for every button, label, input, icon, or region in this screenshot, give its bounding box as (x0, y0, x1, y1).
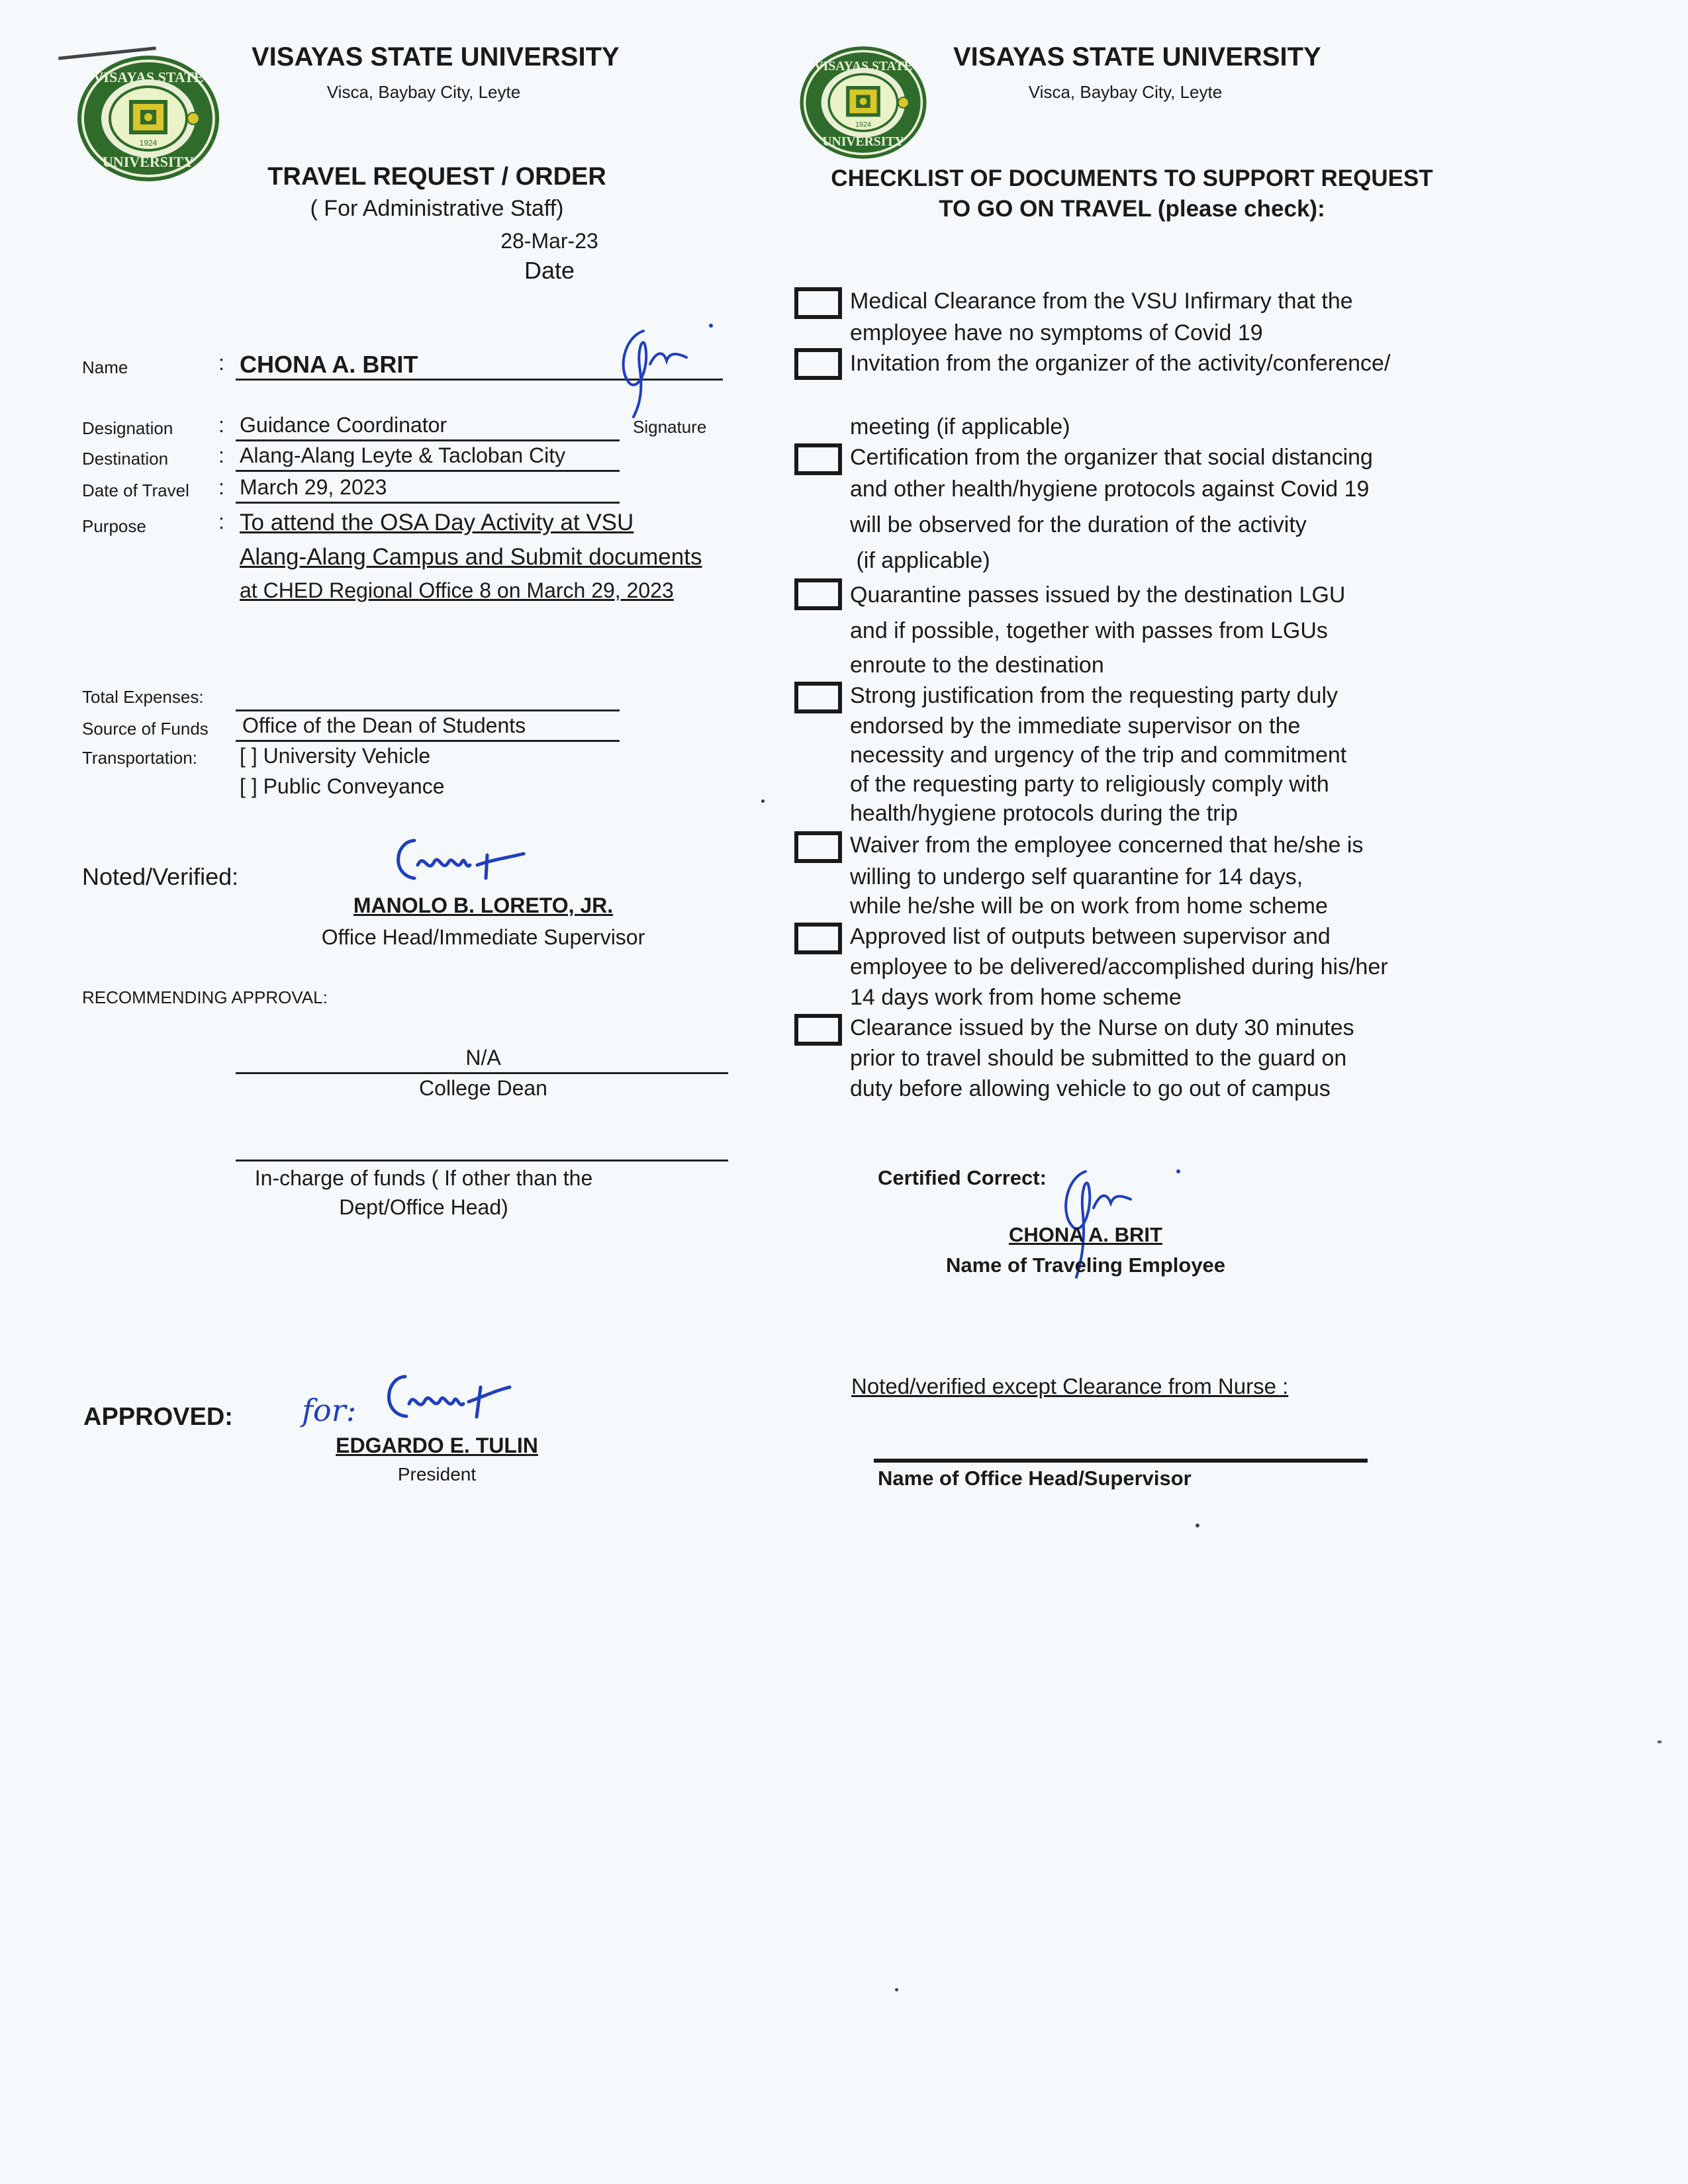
checkbox-nurse-clearance[interactable] (794, 1014, 842, 1046)
left-university-address: Visca, Baybay City, Leyte (326, 82, 521, 102)
purpose-line-2: Alang-Alang Campus and Submit documents (240, 544, 702, 570)
checkbox-approved-outputs[interactable] (794, 923, 842, 954)
checklist-item-1-line-2: employee have no symptoms of Covid 19 (850, 320, 1263, 345)
certified-correct-label: Certified Correct: (878, 1166, 1047, 1189)
approved-signature-mark (377, 1367, 523, 1433)
checklist-item-5-line-1: Strong justification from the requesting party duly (850, 683, 1338, 708)
noted-name: MANOLO B. LORETO, JR. (353, 893, 614, 917)
date-of-travel-value: March 29, 2023 (240, 475, 387, 499)
name-value: CHONA A. BRIT (240, 351, 418, 378)
checklist-item-7-line-2: employee to be delivered/accomplished during his/her (850, 954, 1388, 979)
source-of-funds-value: Office of the Dean of Students (242, 713, 526, 737)
form-subtitle: ( For Administrative Staff) (310, 196, 564, 221)
checklist-item-3-line-3: will be observed for the duration of the activity (850, 512, 1307, 537)
date-of-travel-underline (236, 502, 620, 504)
date-of-travel-colon: : (218, 475, 224, 499)
noted-position: Office Head/Immediate Supervisor (321, 925, 645, 949)
destination-value: Alang-Alang Leyte & Tacloban City (240, 443, 566, 467)
checklist-item-4-line-1: Quarantine passes issued by the destination LGU (850, 582, 1346, 608)
designation-underline (236, 439, 620, 441)
checklist-item-8-line-2: prior to travel should be submitted to the guard on (850, 1046, 1347, 1071)
destination-underline (236, 470, 620, 472)
noted-except-label: Noted/verified except Clearance from Nurse : (851, 1374, 1289, 1398)
checklist-title-line-2: TO GO ON TRAVEL (please check): (939, 196, 1325, 222)
form-title: TRAVEL REQUEST / ORDER (267, 163, 606, 191)
purpose-label: Purpose (82, 516, 146, 536)
checkbox-invitation[interactable] (794, 348, 842, 380)
purpose-colon: : (218, 510, 224, 533)
designation-colon: : (218, 413, 224, 437)
checklist-item-2-line-1: Invitation from the organizer of the activity/conference/ (850, 351, 1391, 376)
checklist-item-6-line-3: while he/she will be on work from home scheme (850, 893, 1328, 919)
scan-speck (761, 799, 765, 803)
seal-top-text: VISAYAS STATE (814, 58, 913, 73)
right-university-address: Visca, Baybay City, Leyte (1028, 82, 1223, 102)
noted-verified-label: Noted/Verified: (82, 863, 239, 890)
destination-label: Destination (82, 449, 169, 469)
noted-signature-mark (388, 829, 534, 895)
checklist-item-4-line-2: and if possible, together with passes from LGUs (850, 618, 1328, 643)
checklist-item-3-line-2: and other health/hygiene protocols against Covid 19 (850, 477, 1370, 502)
option-public-conveyance[interactable]: [ ] Public Conveyance (240, 774, 445, 798)
seal-top-text: VISAYAS STATE (93, 69, 204, 85)
transportation-label: Transportation: (82, 748, 197, 768)
option-university-vehicle[interactable]: [ ] University Vehicle (240, 744, 431, 768)
seal-bottom-text: UNIVERSITY (102, 154, 195, 170)
incharge-line-1: In-charge of funds ( If other than the (254, 1166, 593, 1190)
purpose-line-1: To attend the OSA Day Activity at VSU (240, 510, 634, 535)
destination-colon: : (218, 443, 224, 467)
seal-year: 1924 (855, 120, 871, 129)
office-head-supervisor-label: Name of Office Head/Supervisor (878, 1467, 1192, 1490)
total-expenses-underline (236, 709, 620, 711)
college-dean-label: College Dean (419, 1076, 547, 1100)
incharge-underline (236, 1160, 728, 1161)
certified-name: CHONA A. BRIT (1009, 1223, 1162, 1246)
designation-value: Guidance Coordinator (240, 413, 447, 437)
checkbox-medical-clearance[interactable] (794, 287, 842, 319)
date-label: Date (524, 257, 575, 284)
checklist-item-4-line-3: enroute to the destination (850, 653, 1104, 678)
checklist-item-5-line-3: necessity and urgency of the trip and commitment (850, 743, 1347, 768)
checklist-item-5-line-2: endorsed by the immediate supervisor on the (850, 713, 1301, 739)
checklist-item-3-line-4: (if applicable) (850, 548, 990, 573)
date-value: 28-Mar-23 (500, 229, 598, 253)
president-name: EDGARDO E. TULIN (336, 1433, 538, 1457)
name-label: Name (82, 357, 128, 377)
checkbox-strong-justification[interactable] (794, 682, 842, 713)
source-of-funds-underline (236, 740, 620, 742)
recommending-value: N/A (465, 1046, 501, 1069)
purpose-line-3: at CHED Regional Office 8 on March 29, 2023 (240, 578, 674, 602)
checklist-item-6-line-1: Waiver from the employee concerned that he/she is (850, 833, 1364, 858)
checklist-item-6-line-2: willing to undergo self quarantine for 14 days, (850, 864, 1303, 889)
signature-label: Signature (633, 417, 707, 437)
scan-speck (895, 1988, 898, 1991)
date-of-travel-label: Date of Travel (82, 480, 189, 500)
president-position: President (397, 1464, 477, 1484)
checkbox-certification[interactable] (794, 443, 842, 475)
noted-except-underline (874, 1459, 1368, 1463)
left-university-name: VISAYAS STATE UNIVERSITY (252, 42, 620, 71)
checklist-item-7-line-1: Approved list of outputs between supervisor and (850, 924, 1331, 949)
name-colon: : (218, 351, 224, 375)
checklist-item-8-line-3: duty before allowing vehicle to go out of campus (850, 1076, 1331, 1101)
seal-year: 1924 (139, 138, 158, 148)
university-seal-icon (797, 46, 929, 159)
scan-speck (1196, 1524, 1199, 1527)
recommending-approval-label: RECOMMENDING APPROVAL: (82, 987, 328, 1007)
checklist-item-1-line-1: Medical Clearance from the VSU Infirmary that the (850, 289, 1353, 314)
checkbox-quarantine-passes[interactable] (794, 578, 842, 610)
checklist-item-5-line-4: of the requesting party to religiously comply with (850, 772, 1329, 797)
checklist-item-5-line-5: health/hygiene protocols during the trip (850, 801, 1238, 826)
total-expenses-label: Total Expenses: (82, 687, 204, 707)
recommending-underline (236, 1072, 728, 1074)
right-university-name: VISAYAS STATE UNIVERSITY (953, 42, 1321, 71)
approved-label: APPROVED: (83, 1403, 233, 1431)
checkbox-waiver[interactable] (794, 831, 842, 863)
certified-position: Name of Traveling Employee (945, 1253, 1226, 1277)
signature-mark (604, 311, 723, 424)
checklist-item-2-line-2: meeting (if applicable) (850, 414, 1070, 439)
checklist-item-3-line-1: Certification from the organizer that social distancing (850, 445, 1373, 470)
checklist-title-line-1: CHECKLIST OF DOCUMENTS TO SUPPORT REQUEST (831, 165, 1433, 191)
incharge-line-2: Dept/Office Head) (339, 1195, 508, 1219)
source-of-funds-label: Source of Funds (82, 719, 209, 739)
checklist-item-7-line-3: 14 days work from home scheme (850, 985, 1182, 1010)
designation-label: Designation (82, 418, 173, 438)
checklist-item-8-line-1: Clearance issued by the Nurse on duty 30 minutes (850, 1015, 1354, 1040)
seal-bottom-text: UNIVERSITY (822, 134, 904, 150)
for-text: for: (302, 1392, 357, 1428)
scan-speck (1658, 1741, 1662, 1743)
university-seal-icon (74, 56, 222, 181)
